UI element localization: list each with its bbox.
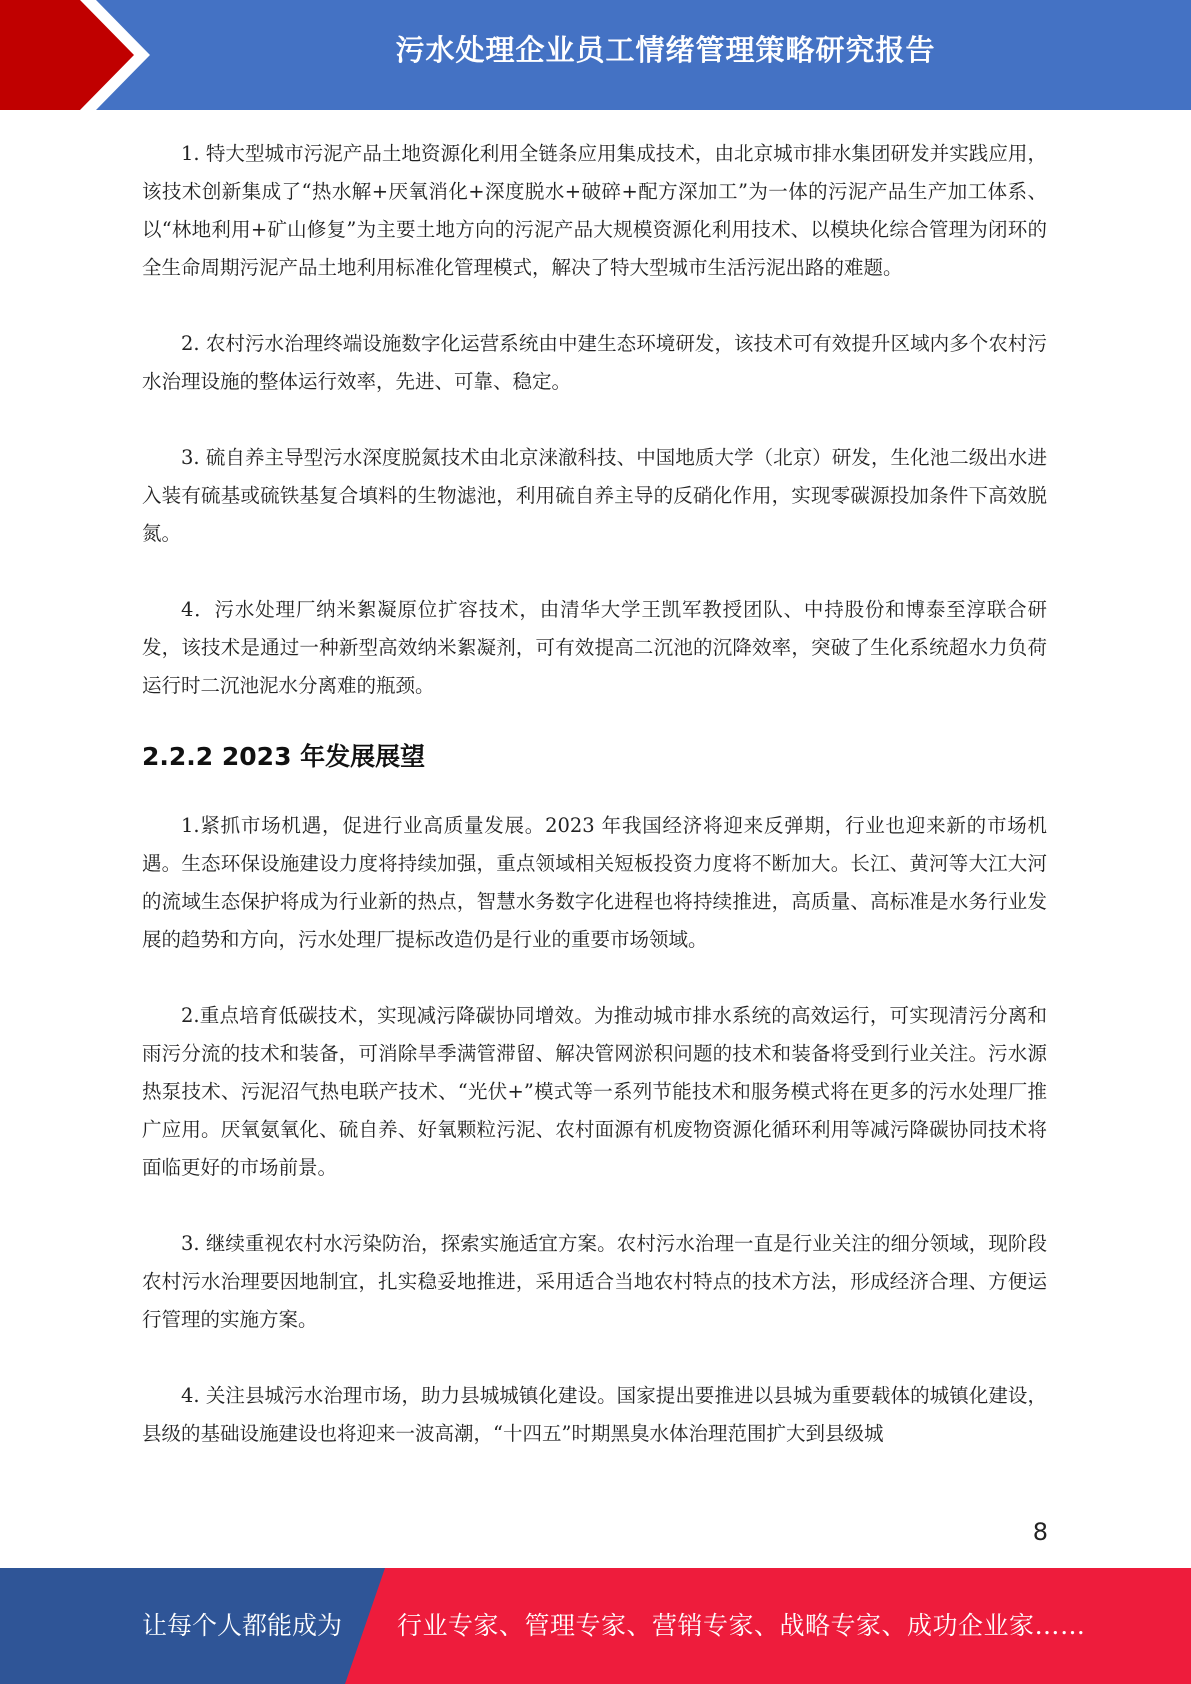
- report-title: 污水处理企业员工情绪管理策略研究报告: [395, 33, 936, 67]
- paragraph-sludge-technology: 1. 特大型城市污泥产品土地资源化利用全链条应用集成技术，由北京城市排水集团研发并实践应用，该技术创新集成了“热水解+厌氧消化+深度脱水+破碎+配方深加工”为一体的污泥产品生产加工体系、以“林地利用+矿山修复”为主要土地方向的污泥产品大规模资源化利用技术、以模块化综合管理为闭环的全生命周期污泥产品土地利用标准化管理模式，解决了特大型城市生活污泥出路的难题。: [142, 142, 1047, 279]
- document-body: [142, 135, 1047, 1491]
- section-heading: 2.2.2 2023 年发展展望: [142, 742, 426, 771]
- page-header: [0, 0, 1191, 110]
- paragraph-rural-digital-system: 2. 农村污水治理终端设施数字化运营系统由中建生态环境研发，该技术可有效提升区域内多个农村污水治理设施的整体运行效率，先进、可靠、稳定。: [142, 332, 1047, 393]
- paragraph-sulfur-autotrophic: 3. 硫自养主导型污水深度脱氮技术由北京涞澈科技、中国地质大学（北京）研发，生化池二级出水进入装有硫基或硫铁基复合填料的生物滤池，利用硫自养主导的反硝化作用，实现零碳源投加条件下高效脱氮。: [142, 446, 1047, 545]
- paragraph-county-market: 4. 关注县城污水治理市场，助力县城城镇化建设。国家提出要推进以县城为重要载体的城镇化建设，县级的基础设施建设也将迎来一波高潮，“十四五”时期黑臭水体治理范围扩大到县级城: [142, 1384, 1047, 1445]
- paragraph-rural-pollution: 3. 继续重视农村水污染防治，探索实施适宜方案。农村污水治理一直是行业关注的细分领域，现阶段农村污水治理要因地制宜，扎实稳妥地推进，采用适合当地农村特点的技术方法，形成经济合理、方便运行管理的实施方案。: [142, 1232, 1047, 1331]
- chevron-arrow-icon: [0, 0, 160, 110]
- page-number: 8: [1032, 1518, 1048, 1546]
- page-footer: [0, 1568, 1191, 1684]
- paragraph-nano-flocculation: 4．污水处理厂纳米絮凝原位扩容技术，由清华大学王凯军教授团队、中持股份和博泰至淳联合研发，该技术是通过一种新型高效纳米絮凝剂，可有效提高二沉池的沉降效率，突破了生化系统超水力负荷运行时二沉池泥水分离难的瓶颈。: [142, 598, 1047, 697]
- paragraph-low-carbon: 2.重点培育低碳技术，实现减污降碳协同增效。为推动城市排水系统的高效运行，可实现清污分离和雨污分流的技术和装备，可消除旱季满管滞留、解决管网淤积问题的技术和装备将受到行业关注。污水源热泵技术、污泥沼气热电联产技术、“光伏+”模式等一系列节能技术和服务模式将在更多的污水处理厂推广应用。厌氧氨氧化、硫自养、好氧颗粒污泥、农村面源有机废物资源化循环利用等减污降碳协同技术将面临更好的市场前景。: [142, 1004, 1047, 1179]
- footer-slogan-right: 行业专家、管理专家、营销专家、战略专家、成功企业家……: [397, 1611, 1086, 1640]
- paragraph-market-opportunity: 1.紧抓市场机遇，促进行业高质量发展。2023 年我国经济将迎来反弹期，行业也迎来新的市场机遇。生态环保设施建设力度将持续加强，重点领域相关短板投资力度将不断加大。长江、黄河等大江大河的流域生态保护将成为行业新的热点，智慧水务数字化进程也将持续推进，高质量、高标准是水务行业发展的趋势和方向，污水处理厂提标改造仍是行业的重要市场领域。: [142, 814, 1047, 951]
- footer-slogan-left: 让每个人都能成为: [142, 1611, 343, 1640]
